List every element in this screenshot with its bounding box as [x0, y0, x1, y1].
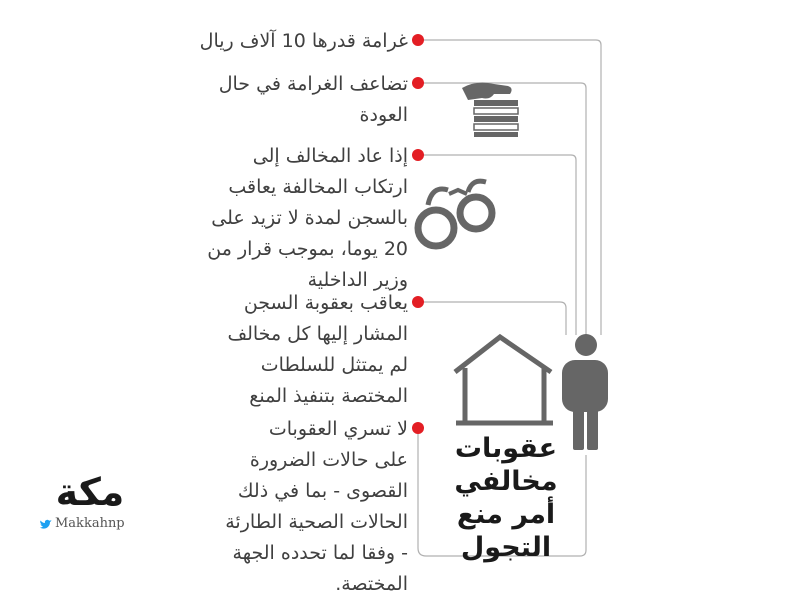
logo-latin-row — [40, 516, 140, 531]
penalty-item-5 — [225, 414, 408, 600]
title-line: مخالفي — [454, 466, 558, 497]
penalty-line: إذا عاد المخالف إلى — [252, 145, 408, 167]
handcuffs-icon — [418, 181, 492, 246]
penalty-line: تضاعف الغرامة في حال — [218, 73, 408, 95]
penalty-line: غرامة قدرها 10 آلاف ريال — [199, 30, 408, 52]
penalty-item-4 — [227, 288, 408, 412]
penalty-item-3 — [207, 141, 408, 296]
penalty-line: المشار إليها كل مخالف — [227, 323, 408, 345]
penalty-line: - وفقا لما تحدده الجهة — [232, 542, 408, 564]
logo-latin: Makkahnp — [55, 516, 125, 531]
penalty-line: المختصة. — [335, 573, 408, 595]
penalty-line: الحالات الصحية الطارئة — [225, 511, 408, 533]
penalty-line: بالسجن لمدة لا تزيد على — [211, 207, 408, 229]
bullet-dot-2 — [412, 77, 424, 89]
penalty-line: القصوى - بما في ذلك — [237, 480, 408, 502]
bullet-dot-1 — [412, 34, 424, 46]
title-line: أمر منع — [456, 499, 556, 530]
title-line: عقوبات — [454, 433, 558, 464]
penalty-item-2 — [219, 69, 408, 131]
penalty-item-1 — [200, 26, 408, 57]
penalty-line: على حالات الضرورة — [249, 449, 408, 471]
penalty-line: العودة — [359, 104, 408, 126]
penalty-line: لا تسري العقوبات — [268, 418, 408, 440]
money-hand-icon — [462, 83, 518, 137]
bullet-dot-5 — [412, 422, 424, 434]
twitter-bird-icon — [40, 519, 52, 529]
person-icon — [562, 334, 608, 450]
makkah-logo — [40, 470, 140, 531]
penalty-line: 20 يوما، بموجب قرار من — [207, 238, 408, 260]
penalty-line: يعاقب بعقوبة السجن — [243, 292, 408, 314]
bullet-dot-3 — [412, 149, 424, 161]
logo-arabic: مكة — [55, 470, 125, 514]
house-icon — [455, 337, 553, 423]
bullet-dot-4 — [412, 296, 424, 308]
penalty-line: ارتكاب المخالفة يعاقب — [228, 176, 408, 198]
penalty-line: لم يمتثل للسلطات — [260, 354, 408, 376]
penalty-line: المختصة بتنفيذ المنع — [249, 385, 408, 407]
penalty-line: وزير الداخلية — [307, 269, 408, 291]
infographic-title — [452, 432, 560, 564]
title-line: التجول — [460, 532, 552, 563]
